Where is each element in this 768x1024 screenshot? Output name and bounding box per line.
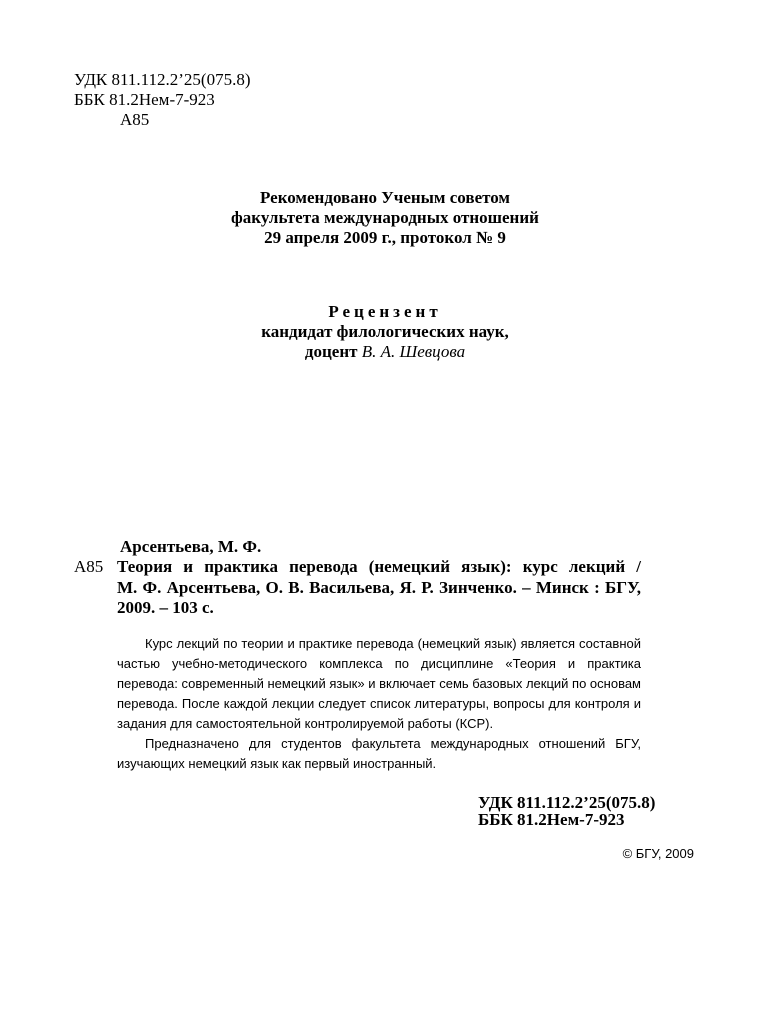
- udk-code: УДК 811.112.2’25(075.8): [74, 70, 251, 89]
- reviewer-name-line: [100, 342, 670, 362]
- author-mark: А85: [120, 110, 150, 129]
- reviewer-degree: кандидат филологических наук,: [261, 322, 509, 341]
- annotation-paragraph-1: Курс лекций по теории и практике перевода (немецкий язык) является составной частью учебно-методического комплекса по дисциплине «Теория и практика перевода: современный немецкий язык» и включает семь базовых лекций по основам перевода. После каждой лекции следует список литературы, вопросы для контроля и задания для самостоятельной контролируемой работы (КСР).: [117, 636, 641, 731]
- recommendation-line-1: Рекомендовано Ученым советом: [259, 188, 510, 207]
- biblio-line-2: М. Ф. Арсентьева, О. В. Васильева, Я. Р. Зинченко. – Минск : БГУ,: [117, 578, 641, 597]
- bbk-code: ББК 81.2Нем-7-923: [74, 90, 215, 109]
- reviewer-heading: Рецензент: [328, 302, 442, 321]
- recommendation-line-3: 29 апреля 2009 г., протокол № 9: [264, 228, 506, 247]
- recommendation-block: [100, 188, 670, 248]
- recommendation-line-2: факультета международных отношений: [231, 208, 539, 227]
- copyright-notice: © БГУ, 2009: [622, 846, 694, 861]
- biblio-author-heading: Арсентьева, М. Ф.: [120, 537, 262, 556]
- reviewer-name: В. А. Шевцова: [361, 342, 466, 361]
- biblio-line-3: 2009. – 103 с.: [117, 598, 214, 617]
- footer-bbk-code: ББК 81.2Нем-7-923: [478, 810, 625, 829]
- footer-udk-code: УДК 811.112.2’25(075.8): [478, 793, 656, 812]
- reviewer-block: [100, 302, 670, 362]
- annotation-block: [117, 634, 641, 774]
- biblio-line-1: Теория и практика перевода (немецкий язык): курс лекций /: [117, 557, 641, 576]
- reviewer-title: доцент: [304, 342, 358, 361]
- biblio-author-mark: А85: [74, 557, 104, 576]
- annotation-paragraph-2: Предназначено для студентов факультета международных отношений БГУ, изучающих немецкий язык как первый иностранный.: [117, 736, 641, 771]
